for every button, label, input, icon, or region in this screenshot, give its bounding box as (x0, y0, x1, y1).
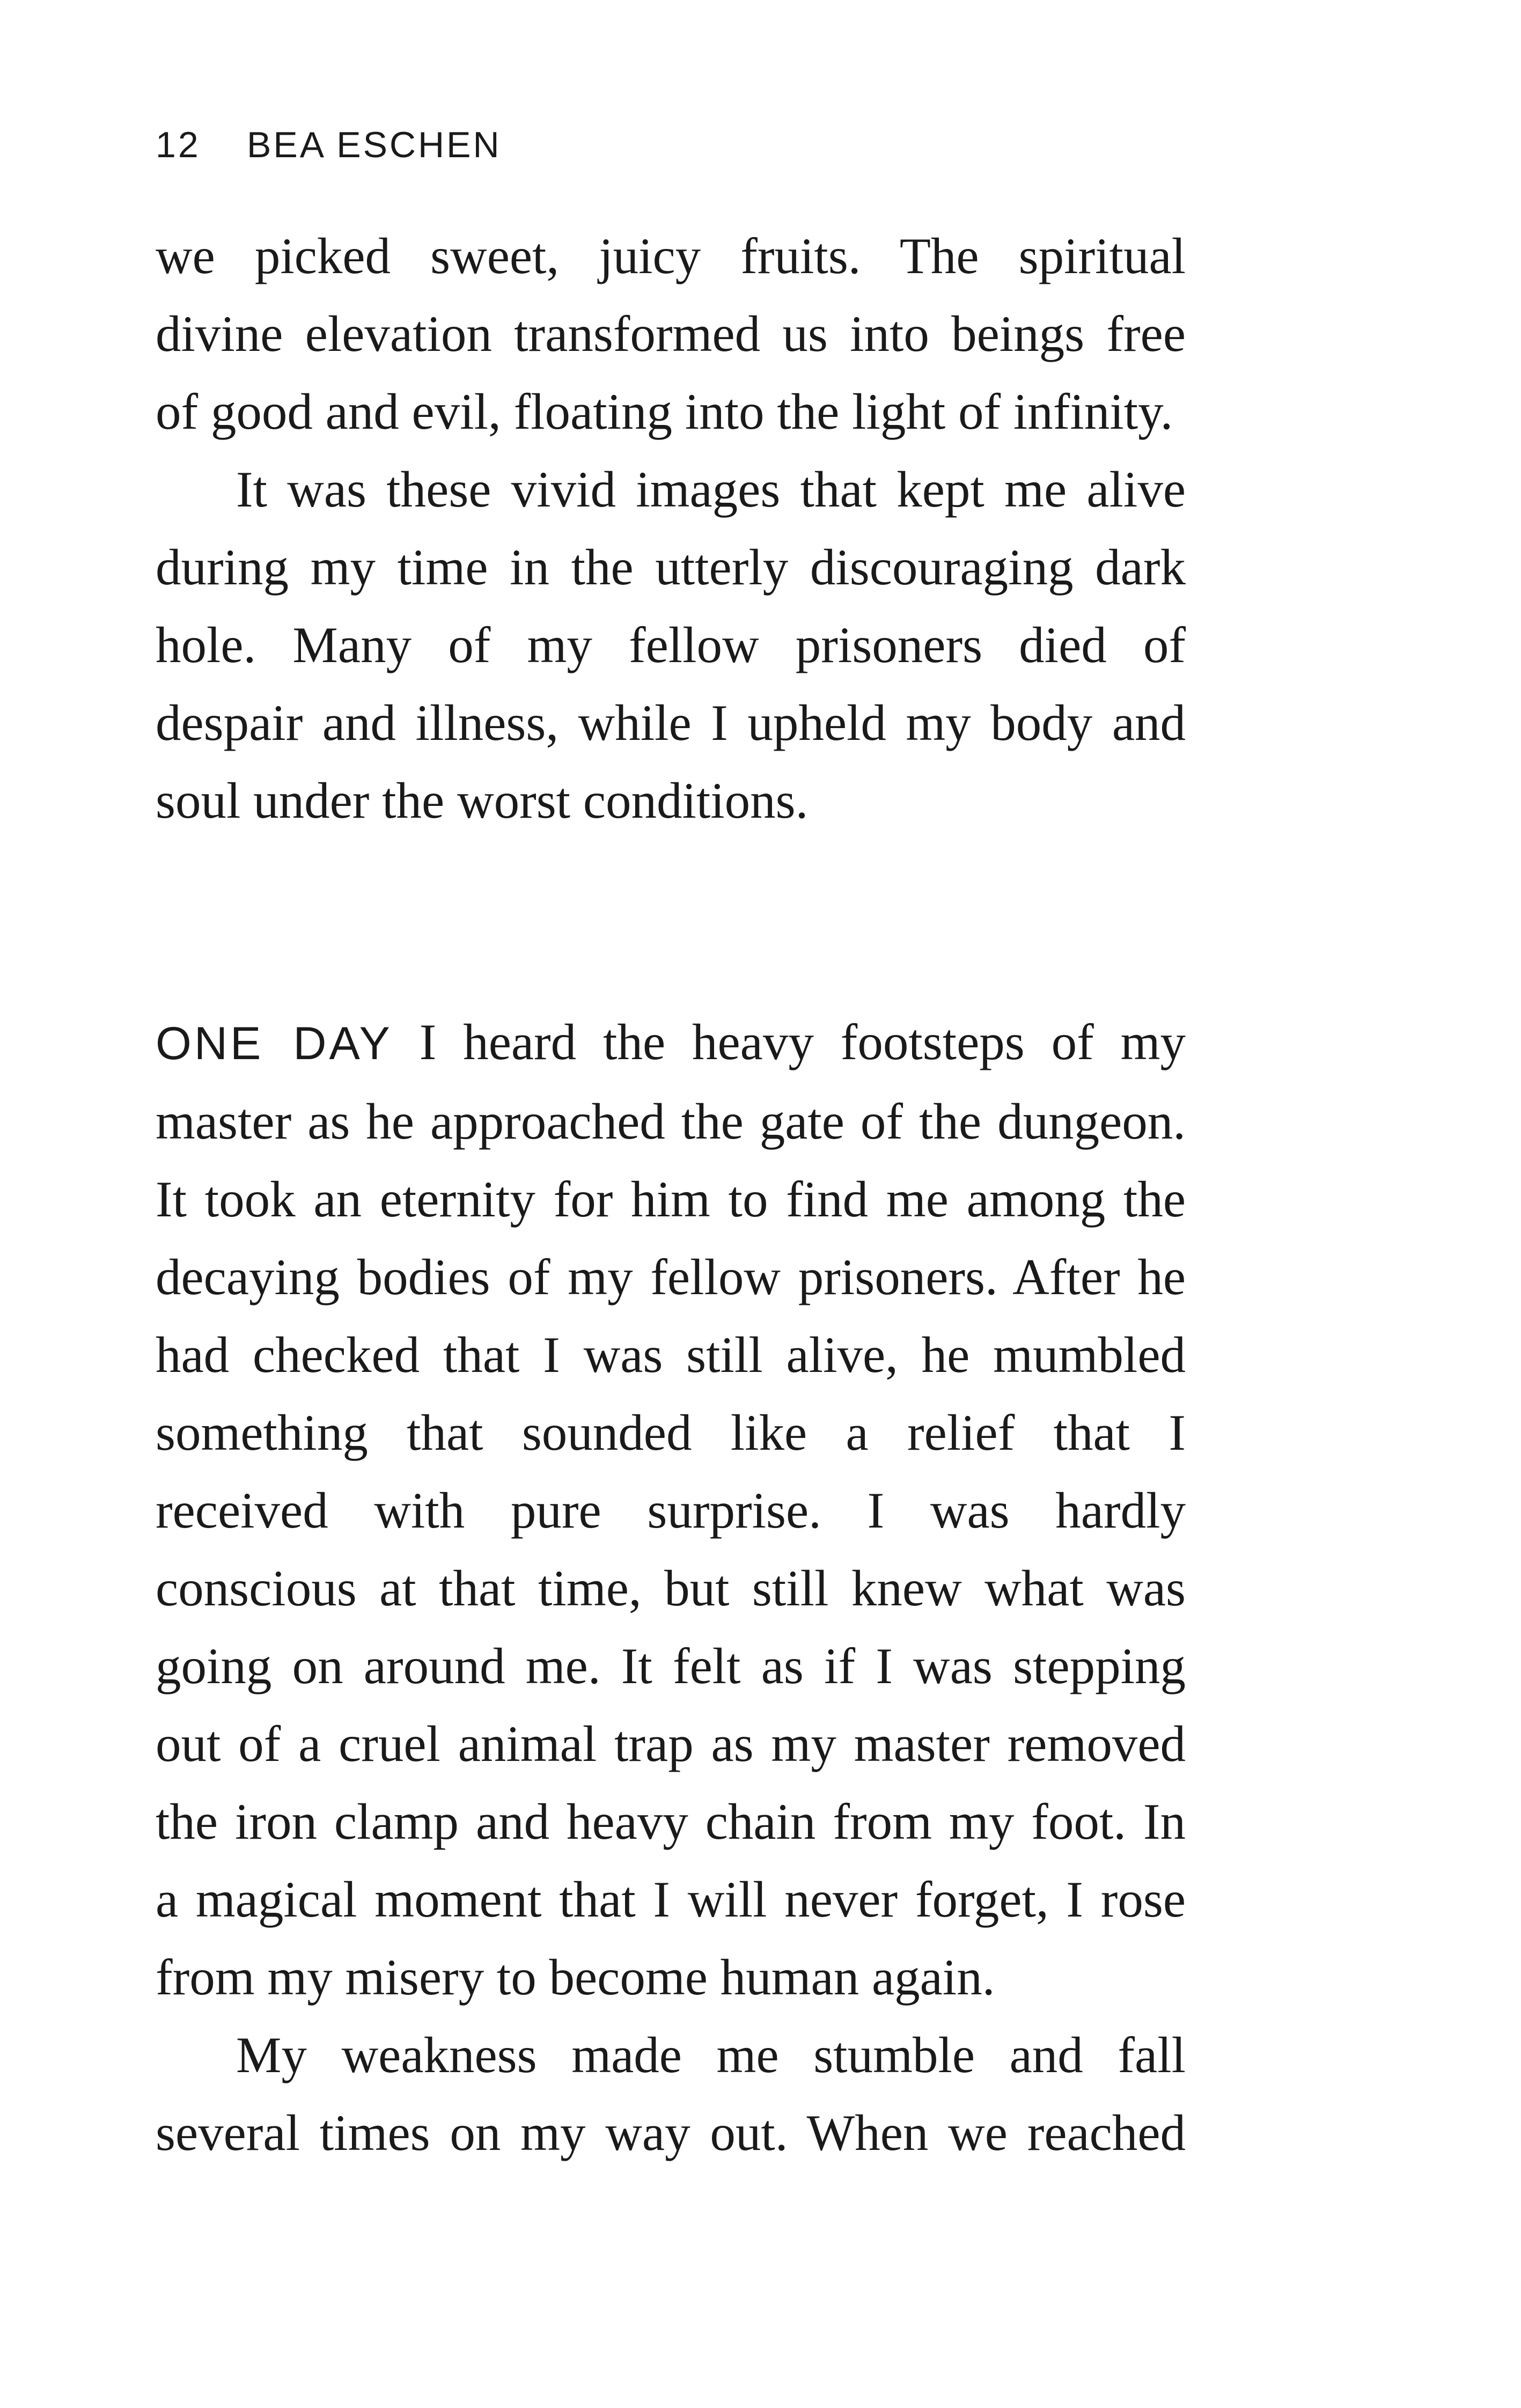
text-line: My weakness made me stumble and fall (236, 2027, 1186, 2083)
page-number: 12 (156, 124, 201, 165)
text-line: during my time in the utterly discouraging dark (156, 539, 1186, 596)
text-line: hole. Many of my fellow prisoners died of (156, 616, 1186, 673)
author-name: BEA ESCHEN (247, 124, 502, 165)
text-line: soul under the worst conditions. (156, 772, 809, 829)
text-line: several times on my way out. When we reached (156, 2104, 1186, 2161)
text-line: had checked that I was still alive, he mumbled (156, 1326, 1186, 1383)
text-line: the iron clamp and heavy chain from my foot. In (156, 1793, 1186, 1850)
text-line: we picked sweet, juicy fruits. The spiritual (156, 227, 1186, 284)
text-line: divine elevation transformed us into beings free (156, 305, 1186, 362)
text-line: despair and illness, while I upheld my body and (156, 694, 1186, 751)
text-line-with-lead-in (156, 1003, 1186, 1083)
text-line: conscious at that time, but still knew what was (156, 1560, 1186, 1617)
text-line: out of a cruel animal trap as my master removed (156, 1715, 1186, 1772)
text-line: received with pure surprise. I was hardly (156, 1482, 1186, 1539)
section-one-text (156, 217, 1186, 840)
running-header (156, 121, 502, 169)
text-line: of good and evil, floating into the light of infinity. (156, 383, 1173, 440)
text-line: a magical moment that I will never forget, I rose (156, 1871, 1186, 1928)
text-line: going on around me. It felt as if I was stepping (156, 1638, 1186, 1694)
text-line: something that sounded like a relief that I (156, 1404, 1186, 1461)
text-line: It was these vivid images that kept me alive (236, 461, 1186, 518)
text-line: master as he approached the gate of the dungeon. (156, 1093, 1186, 1150)
section-two-text (156, 1003, 1186, 2172)
text-line: decaying bodies of my fellow prisoners. After he (156, 1249, 1186, 1305)
text-line: from my misery to become human again. (156, 1949, 995, 2006)
section-lead-in: ONE DAY (156, 1018, 393, 1069)
text-line: It took an eternity for him to find me among the (156, 1171, 1186, 1228)
text-fragment: I heard the heavy footsteps of my (392, 1014, 1186, 1070)
